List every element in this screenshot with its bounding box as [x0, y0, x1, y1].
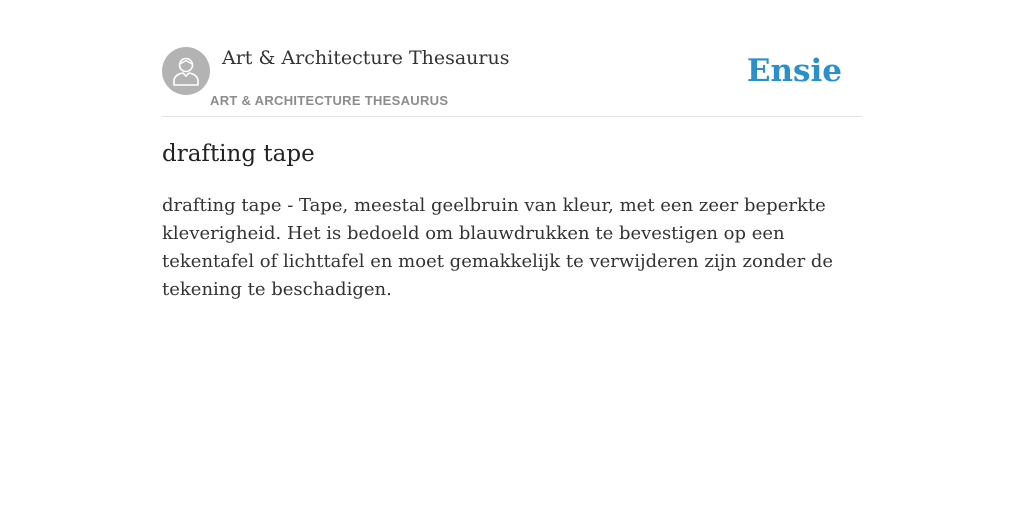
source-label[interactable]: ART & ARCHITECTURE THESAURUS — [210, 93, 449, 108]
entry-header — [162, 46, 862, 117]
user-outline-icon — [172, 56, 200, 86]
avatar[interactable] — [162, 47, 210, 95]
definition-text: drafting tape - Tape, meestal geelbruin van kleur, met een zeer beperkte kleverigheid. Het is bedoeld om blauwdrukken te bevestigen op een tekentafel of lichttafel en moet gemakkelijk te verwijderen zijn zonder de tekening te beschadigen. — [162, 195, 834, 300]
brand-logo[interactable]: Ensie — [746, 53, 842, 89]
term-title: drafting tape — [162, 141, 315, 167]
author-name[interactable]: Art & Architecture Thesaurus — [222, 47, 510, 69]
